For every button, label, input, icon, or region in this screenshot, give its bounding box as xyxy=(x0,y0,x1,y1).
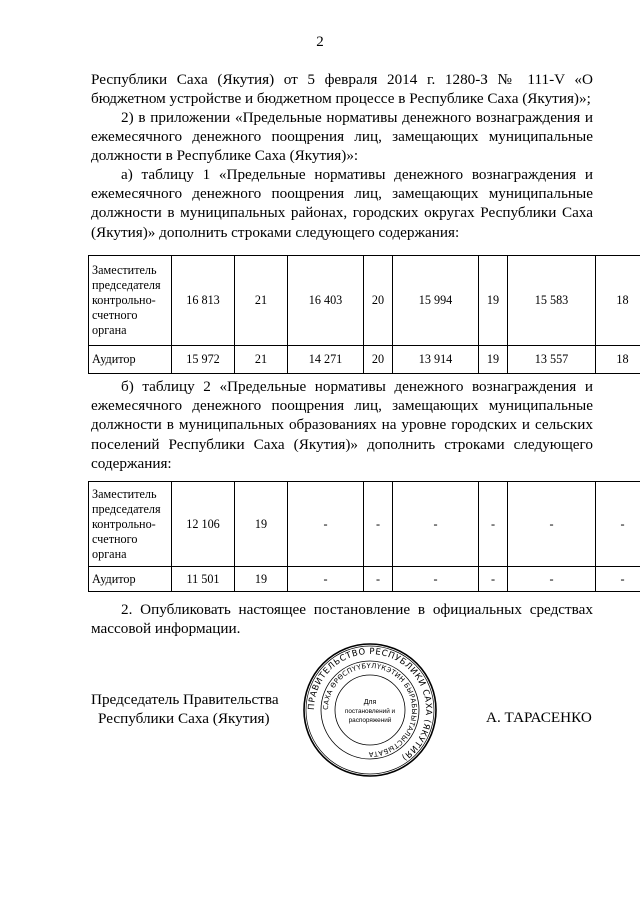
seal-inner-text: САХА ӨРӨСПҮҮБҮЛҮКЭТИН БЫРАБЫЫТАЛЫСТЫБАТА xyxy=(321,661,419,759)
page-number: 2 xyxy=(316,34,324,50)
official-seal xyxy=(300,640,440,780)
table-cell: 20 xyxy=(364,346,393,374)
table-cell: 19 xyxy=(479,346,508,374)
row-label: Аудитор xyxy=(89,346,172,374)
table-row xyxy=(89,256,640,346)
paragraph-table1-intro: а) таблицу 1 «Предельные нормативы денежного вознаграждения и ежемесячного денежного поощрения лиц, замещающих муниципальные должности в муниципальных районах, городских округах Республики Саха (Якутия)» дополнить строками следующего содержания: xyxy=(91,166,593,241)
signatory-position xyxy=(91,690,279,728)
table-cell: 20 xyxy=(364,256,393,346)
paragraph-table2-intro: б) таблицу 2 «Предельные нормативы денежного вознаграждения и ежемесячного денежного поощрения лиц, замещающих муниципальные должности в муниципальных образованиях на уровне городских и сельских поселений Республики Саха (Якутия)» дополнить строками следующего содержания: xyxy=(91,378,593,472)
row-label: Аудитор xyxy=(89,567,172,592)
signatory-name: А. ТАРАСЕНКО xyxy=(486,709,592,726)
norms-table-1 xyxy=(88,255,640,374)
signatory-position-line1: Председатель Правительства xyxy=(91,691,279,708)
table-cell: - xyxy=(393,482,479,567)
table-cell: 19 xyxy=(235,482,288,567)
table-cell: 19 xyxy=(479,256,508,346)
table-cell: 21 xyxy=(235,256,288,346)
table-cell: 21 xyxy=(235,346,288,374)
table-cell: - xyxy=(479,567,508,592)
seal-outer-text: ПРАВИТЕЛЬСТВО РЕСПУБЛИКИ САХА (ЯКУТИЯ) xyxy=(306,646,434,763)
table-cell: 18 xyxy=(596,346,640,374)
signatory-position-line2: Республики Саха (Якутия) xyxy=(98,710,270,727)
seal-center-line1: Для xyxy=(363,699,377,706)
seal-center-line3: распоряжений xyxy=(348,717,392,724)
table-cell: 18 xyxy=(596,256,640,346)
table-cell: - xyxy=(479,482,508,567)
table-cell: 11 501 xyxy=(172,567,235,592)
table-row xyxy=(89,346,640,374)
table-row xyxy=(89,482,640,567)
norms-table-2 xyxy=(88,481,640,592)
table-cell: 16 403 xyxy=(288,256,364,346)
table-cell: - xyxy=(364,567,393,592)
row-label: Заместитель председателя контрольно-счетного органа xyxy=(89,482,172,567)
row-label: Заместитель председателя контрольно-счетного органа xyxy=(89,256,172,346)
table-cell: - xyxy=(288,482,364,567)
table-cell: - xyxy=(596,567,640,592)
table-cell: 15 972 xyxy=(172,346,235,374)
table-cell: - xyxy=(393,567,479,592)
paragraph-publication: 2. Опубликовать настоящее постановление в официальных средствах массовой информации. xyxy=(91,601,593,638)
table-cell: - xyxy=(288,567,364,592)
table-row xyxy=(89,567,640,592)
table-cell: - xyxy=(596,482,640,567)
paragraph-appendix-item-2: 2) в приложении «Предельные нормативы денежного вознаграждения и ежемесячного денежного поощрения лиц, замещающих муниципальные должности в Республике Саха (Якутия)»: xyxy=(91,109,593,165)
table-cell: 12 106 xyxy=(172,482,235,567)
table-cell: 19 xyxy=(235,567,288,592)
table-cell: 14 271 xyxy=(288,346,364,374)
table-cell: - xyxy=(508,482,596,567)
table-cell: 16 813 xyxy=(172,256,235,346)
table-cell: 15 583 xyxy=(508,256,596,346)
table-cell: 15 994 xyxy=(393,256,479,346)
table-cell: 13 914 xyxy=(393,346,479,374)
paragraph-law-reference: Республики Саха (Якутия) от 5 февраля 2014 г. 1280-З № 111-V «О бюджетном устройстве и бюджетном процессе в Республике Саха (Якутия)»; xyxy=(91,71,593,108)
table-cell: - xyxy=(508,567,596,592)
seal-center-line2: постановлений и xyxy=(344,708,396,715)
table-cell: - xyxy=(364,482,393,567)
table-cell: 13 557 xyxy=(508,346,596,374)
